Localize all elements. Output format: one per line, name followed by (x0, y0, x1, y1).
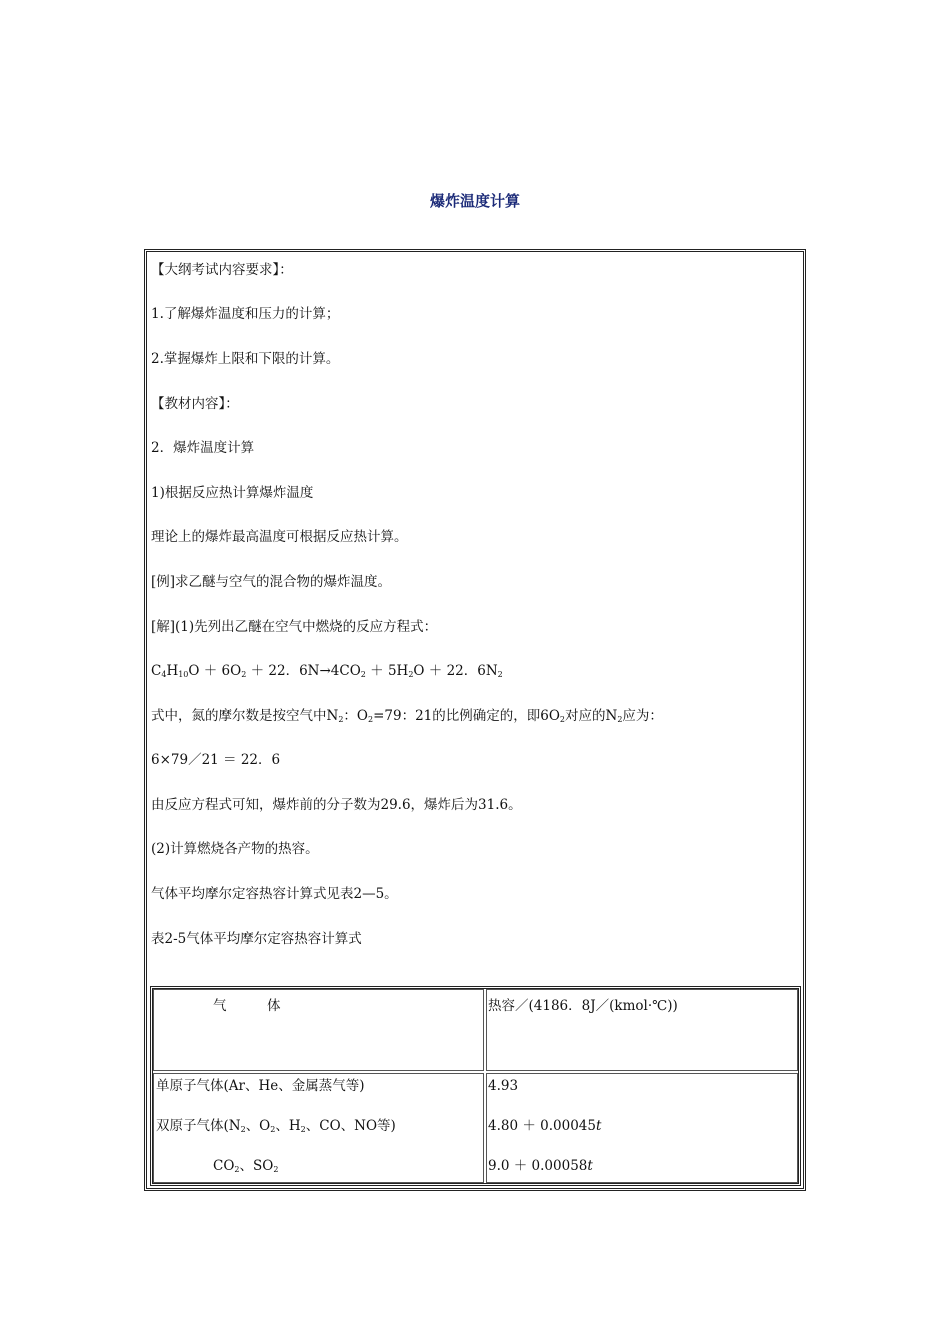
subsection-heading: 1)根据反应热计算爆炸温度 (151, 485, 314, 501)
page-title: 爆炸温度计算 (429, 192, 520, 210)
reaction-equation: $C_4H_{10}O + 6O_2 + 22$．$6N\to 4CO_2 + 5H_2O + 22$．$6N_2$ (151, 663, 503, 679)
syllabus-item-1: 1.了解爆炸温度和压力的计算； (151, 306, 340, 322)
heat-capacity-table (150, 986, 801, 1186)
example-question: [例]求乙醚与空气的混合物的爆炸温度。 (151, 574, 392, 590)
row-diatomic-value: 4.80 ＋ 0.00045t (488, 1118, 602, 1134)
row-diatomic-gas: 双原子气体($N_2$、$O_2$、$H_2$、CO、NO等) (156, 1118, 396, 1134)
paragraph-theory: 理论上的爆炸最高温度可根据反应热计算。 (151, 529, 408, 545)
textbook-heading: 【教材内容】： (151, 396, 239, 412)
row-triatomic-value: 9.0 ＋ 0.00058t (488, 1158, 593, 1174)
table-header-gas (153, 989, 484, 1071)
syllabus-item-2: 2.掌握爆炸上限和下限的计算。 (151, 351, 340, 367)
syllabus-heading: 【大纲考试内容要求】： (151, 262, 293, 278)
table-reference-text: 气体平均摩尔定容热容计算式见表2—5。 (151, 886, 398, 902)
nitrogen-ratio-text: 式中，氮的摩尔数是按空气中$N_2$：$O_2=79$：21的比例确定的，即$6O_2$对应的$N_2$应为： (151, 708, 663, 724)
table-caption: 表2-5气体平均摩尔定容热容计算式 (151, 931, 362, 947)
header-gas-label: 气 体 (213, 998, 281, 1014)
content-frame (144, 249, 806, 1191)
row-monatomic-value: 4.93 (488, 1078, 519, 1094)
header-capacity-label: 热容／(4186．8J／(kmol·℃)) (488, 998, 678, 1014)
row-monatomic-gas: 单原子气体(Ar、He、金属蒸气等) (156, 1078, 365, 1094)
molecule-count-text: 由反应方程式可知，爆炸前的分子数为29.6，爆炸后为31.6。 (151, 797, 522, 813)
solution-step-1: [解](1)先列出乙醚在空气中燃烧的反应方程式： (151, 619, 438, 635)
solution-step-2: (2)计算燃烧各产物的热容。 (151, 841, 319, 857)
nitrogen-calculation: 6×79／21 ＝ 22．6 (151, 752, 281, 768)
section-heading: 2．爆炸温度计算 (151, 440, 255, 456)
row-triatomic-gas: $CO_2$、$SO_2$ (213, 1158, 279, 1174)
